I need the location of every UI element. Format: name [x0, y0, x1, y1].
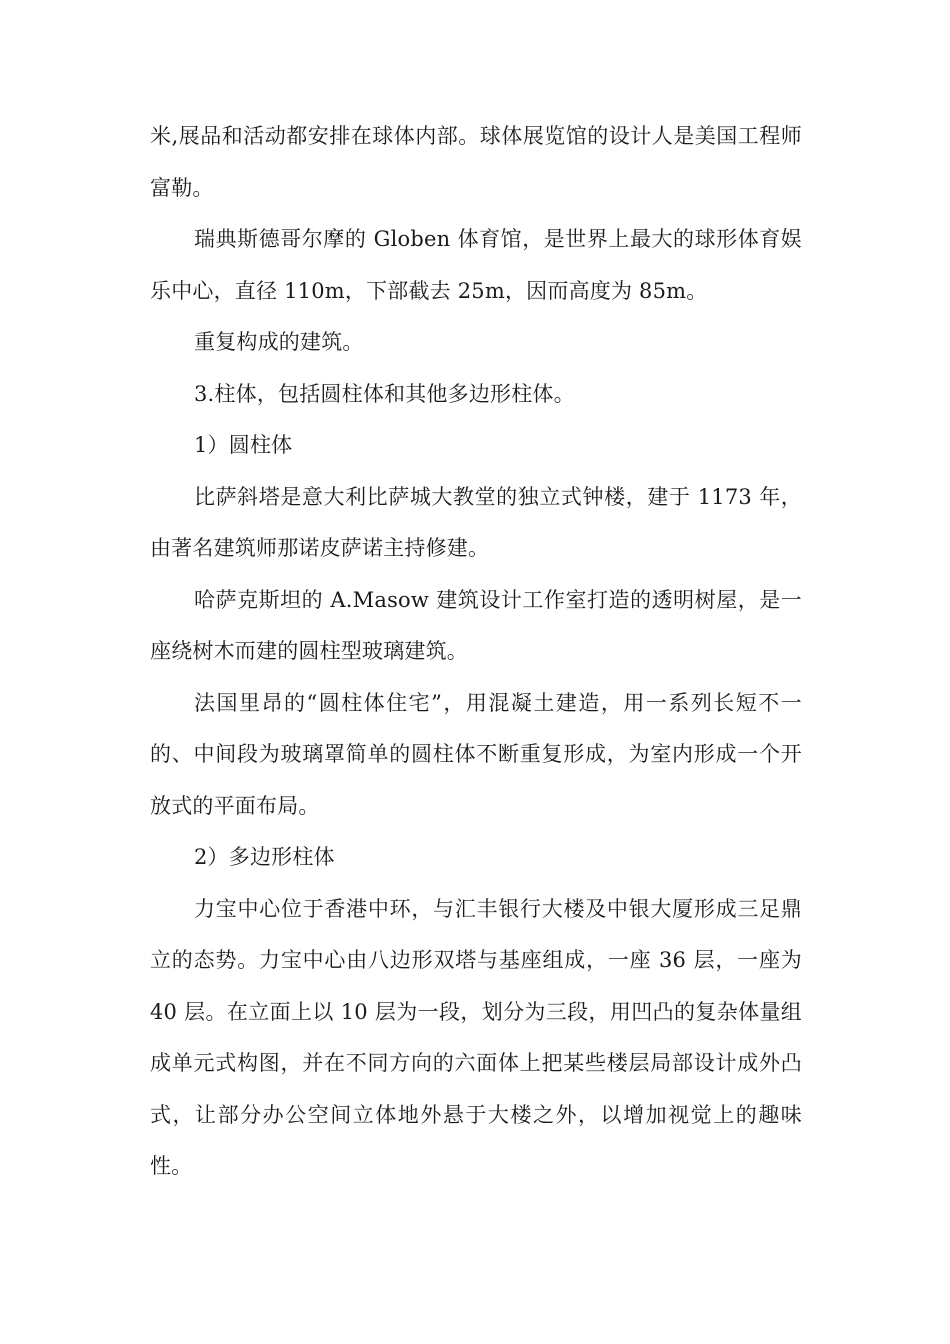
paragraph-pisa: 比萨斜塔是意大利比萨城大教堂的独立式钟楼，建于 1173 年，由著名建筑师那诺皮萨诺主持修建。 [150, 484, 802, 560]
paragraph-3: 重复构成的建筑。 [194, 330, 364, 354]
subheading-polygon-prism: 2）多边形柱体 [194, 845, 335, 869]
paragraph-lippo: 力宝中心位于香港中环，与汇丰银行大楼及中银大厦形成三足鼎立的态势。力宝中心由八边形双塔与基座组成，一座 36 层，一座为 40 层。在立面上以 10 层为一段，划分为三段，用凹凸的复杂体量组成单元式构图，并在不同方向的六面体上把某些楼层局部设计成外凸式，让部分办公空间立体地外悬于大楼之外，以增加视觉上的趣味性。 [150, 896, 802, 1178]
section-heading-prism: 3.柱体，包括圆柱体和其他多边形柱体。 [194, 381, 575, 406]
document-body [150, 111, 802, 1193]
paragraph-lyon: 法国里昂的“圆柱体住宅”，用混凝土建造，用一系列长短不一的、中间段为玻璃罩简单的圆柱体不断重复形成，为室内形成一个开放式的平面布局。 [150, 690, 802, 818]
paragraph-treehouse: 哈萨克斯坦的 A.Masow 建筑设计工作室打造的透明树屋，是一座绕树木而建的圆柱型玻璃建筑。 [150, 587, 802, 663]
subheading-cylinder: 1）圆柱体 [194, 433, 293, 457]
paragraph-1: 米,展品和活动都安排在球体内部。球体展览馆的设计人是美国工程师富勒。 [150, 124, 802, 200]
paragraph-2: 瑞典斯德哥尔摩的 Globen 体育馆，是世界上最大的球形体育娱乐中心，直径 110m，下部截去 25m，因而高度为 85m。 [150, 227, 802, 303]
